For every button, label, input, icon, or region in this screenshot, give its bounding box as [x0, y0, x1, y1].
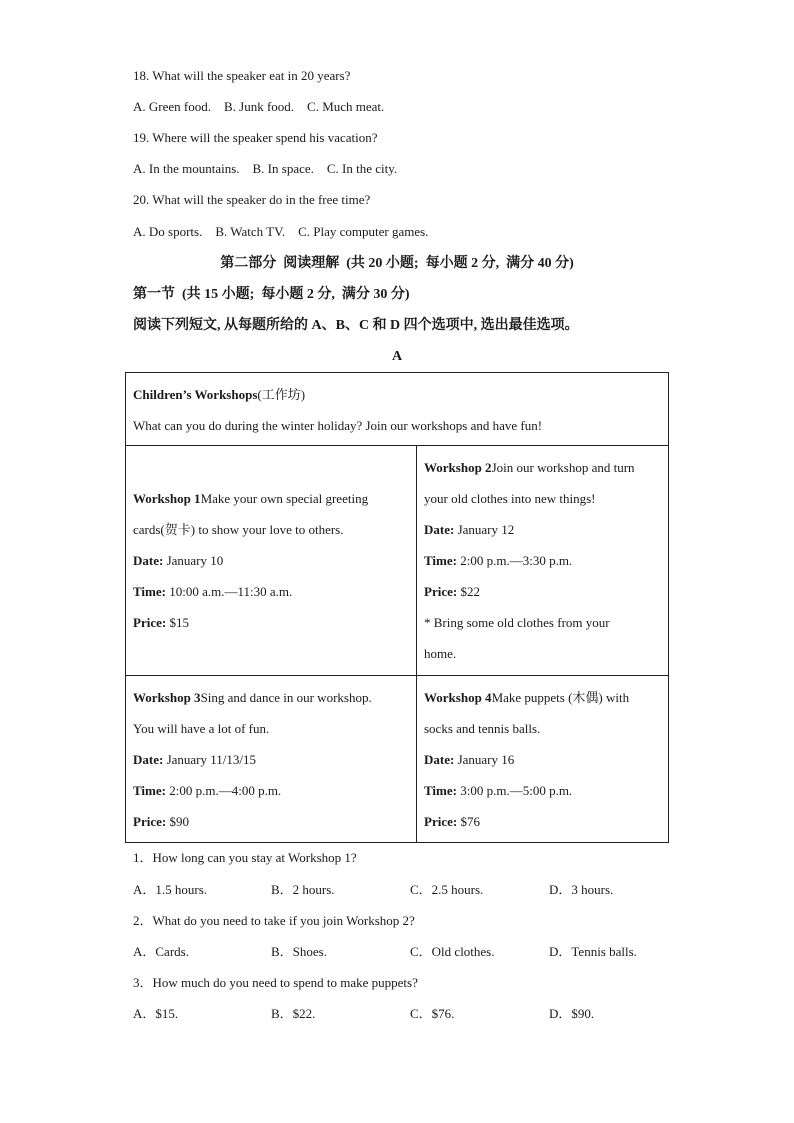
question-1: 1．How long can you stay at Workshop 1? — [133, 850, 357, 865]
price-label: Price: — [424, 584, 458, 599]
workshop-4-date: January 16 — [454, 752, 515, 767]
time-label: Time: — [133, 783, 166, 798]
workshop-4-name: Workshop 4 — [424, 690, 492, 705]
question-20: 20. What will the speaker do in the free time? — [133, 192, 371, 207]
workshop-1-desc: Make your own special greeting — [200, 491, 369, 506]
workshop-2-date: January 12 — [454, 522, 515, 537]
workshop-2-name: Workshop 2 — [424, 460, 492, 475]
workshop-2-note: * Bring some old clothes from your — [424, 615, 610, 630]
workshop-2-desc-cont: your old clothes into new things! — [424, 491, 596, 506]
question-19: 19. Where will the speaker spend his vacation? — [133, 130, 378, 145]
date-label: Date: — [424, 522, 455, 537]
date-label: Date: — [133, 553, 164, 568]
table-subtitle: What can you do during the winter holiday? Join our workshops and have fun! — [133, 418, 543, 433]
question-2-option-a: A．Cards. — [133, 944, 189, 959]
question-3: 3．How much do you need to spend to make puppets? — [133, 975, 418, 990]
workshop-2-note-cont: home. — [424, 646, 457, 661]
question-2-option-c: C．Old clothes. — [410, 944, 495, 959]
question-18-options: A. Green food. B. Junk food. C. Much meat. — [133, 99, 385, 114]
workshop-4-cell — [417, 676, 669, 843]
workshop-4-desc-cont: socks and tennis balls. — [424, 721, 541, 736]
question-2: 2．What do you need to take if you join Workshop 2? — [133, 913, 415, 928]
workshop-1-price: $15 — [166, 615, 189, 630]
workshop-3-time: 2:00 p.m.—4:00 p.m. — [165, 783, 282, 798]
question-2-option-b: B．Shoes. — [271, 944, 327, 959]
workshop-2-cell — [417, 446, 669, 676]
price-label: Price: — [133, 615, 167, 630]
workshop-4-desc: Make puppets (木偶) with — [491, 690, 630, 705]
date-label: Date: — [133, 752, 164, 767]
question-18: 18. What will the speaker eat in 20 years? — [133, 68, 351, 83]
date-label: Date: — [424, 752, 455, 767]
workshop-2-price: $22 — [457, 584, 480, 599]
workshop-1-cell — [126, 446, 417, 676]
workshop-1-name: Workshop 1 — [133, 491, 201, 506]
table-title: Children’s Workshops — [133, 387, 258, 402]
workshop-3-desc: Sing and dance in our workshop. — [200, 690, 372, 705]
table-header — [126, 373, 669, 446]
workshop-2-time: 2:00 p.m.—3:30 p.m. — [456, 553, 573, 568]
workshop-3-date: January 11/13/15 — [163, 752, 256, 767]
question-3-option-d: D．$90. — [549, 1006, 595, 1021]
time-label: Time: — [424, 783, 457, 798]
question-1-option-c: C．2.5 hours. — [410, 882, 484, 897]
question-3-option-c: C．$76. — [410, 1006, 455, 1021]
workshop-3-cell — [126, 676, 417, 843]
workshop-3-desc-cont: You will have a lot of fun. — [133, 721, 270, 736]
question-19-options: A. In the mountains. B. In space. C. In the city. — [133, 161, 398, 176]
workshop-1-desc-cont: cards(贺卡) to show your love to others. — [133, 522, 344, 537]
workshop-3-price: $90 — [166, 814, 189, 829]
question-1-option-b: B．2 hours. — [271, 882, 335, 897]
workshop-2-desc: Join our workshop and turn — [491, 460, 635, 475]
workshop-1-time: 10:00 a.m.—11:30 a.m. — [165, 584, 293, 599]
subsection-title: 第一节 (共 15 小题; 每小题 2 分, 满分 30 分) — [133, 287, 410, 302]
time-label: Time: — [424, 553, 457, 568]
workshop-1-date: January 10 — [163, 553, 224, 568]
price-label: Price: — [424, 814, 458, 829]
question-2-option-d: D．Tennis balls. — [549, 944, 637, 959]
question-3-option-a: A．$15. — [133, 1006, 179, 1021]
workshop-table — [125, 372, 669, 843]
workshop-4-price: $76 — [457, 814, 480, 829]
question-20-options: A. Do sports. B. Watch TV. C. Play computer games. — [133, 224, 429, 239]
price-label: Price: — [133, 814, 167, 829]
time-label: Time: — [133, 584, 166, 599]
question-1-option-a: A．1.5 hours. — [133, 882, 208, 897]
passage-letter: A — [391, 349, 403, 364]
instruction: 阅读下列短文, 从每题所给的 A、B、C 和 D 四个选项中, 选出最佳选项。 — [133, 318, 579, 333]
workshop-4-time: 3:00 p.m.—5:00 p.m. — [456, 783, 573, 798]
question-1-option-d: D．3 hours. — [549, 882, 614, 897]
part-title: 第二部分 阅读理解 (共 20 小题; 每小题 2 分, 满分 40 分) — [220, 256, 574, 271]
table-title-cn: (工作坊) — [257, 387, 306, 402]
workshop-3-name: Workshop 3 — [133, 690, 201, 705]
question-3-option-b: B．$22. — [271, 1006, 316, 1021]
